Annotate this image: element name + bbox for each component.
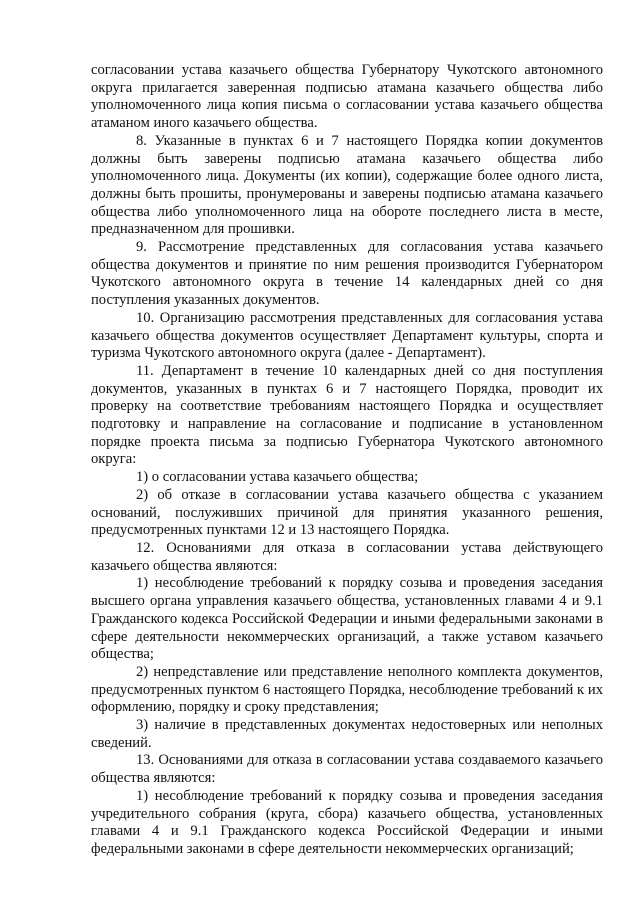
paragraph-item-12-sub-2: 2) непредставление или представление неполного комплекта документов, предусмотренных пунктом 6 настоящего Порядка, несоблюдение требований к их оформлению, порядку и сроку представления; bbox=[91, 663, 603, 716]
paragraph-item-13: 13. Основаниями для отказа в согласовании устава создаваемого казачьего общества являются: bbox=[91, 752, 603, 787]
paragraph-item-11-sub-2: 2) об отказе в согласовании устава казачьего общества с указанием оснований, послуживших причиной для принятия указанного решения, предусмотренных пунктами 12 и 13 настоящего Порядка. bbox=[91, 486, 603, 539]
paragraph-item-10: 10. Организацию рассмотрения представленных для согласования устава казачьего общества документов осуществляет Департамент культуры, спорта и туризма Чукотского автономного округа (далее - Департамент). bbox=[91, 309, 603, 362]
paragraph-item-12: 12. Основаниями для отказа в согласовании устава действующего казачьего общества являются: bbox=[91, 539, 603, 574]
paragraph-item-11: 11. Департамент в течение 10 календарных дней со дня поступления документов, указанных в пунктах 6 и 7 настоящего Порядка, проводит их проверку на соответствие требованиям настоящего Порядка и осуществляет подготовку и направление на согласование и подписание в установленном порядке проекта письма за подписью Губернатора Чукотского автономного округа: bbox=[91, 362, 603, 468]
document-page bbox=[91, 62, 603, 859]
paragraph-item-11-sub-1: 1) о согласовании устава казачьего общества; bbox=[136, 469, 419, 486]
paragraph-item-13-sub-1: 1) несоблюдение требований к порядку созыва и проведения заседания учредительного собрания (круга, сбора) казачьего общества, установленных главами 4 и 9.1 Гражданского кодекса Российской Федерации и иными федеральными законами в сфере деятельности некоммерческих организаций; bbox=[91, 787, 603, 857]
paragraph-approval-letter: согласовании устава казачьего общества Губернатору Чукотского автономного округа прилагается заверенная подписью атамана казачьего общества либо уполномоченного лица копия письма о согласовании устава казачьего общества атаманом иного казачьего общества. bbox=[91, 62, 603, 132]
paragraph-item-9: 9. Рассмотрение представленных для согласования устава казачьего общества документов и принятие по ним решения производится Губернатором Чукотского автономного округа в течение 14 календарных дней со дня поступления указанных документов. bbox=[91, 239, 603, 309]
paragraph-item-12-sub-3: 3) наличие в представленных документах недостоверных или неполных сведений. bbox=[91, 717, 603, 751]
paragraph-item-12-sub-1: 1) несоблюдение требований к порядку созыва и проведения заседания высшего органа управления казачьего общества, установленных главами 4 и 9.1 Гражданского кодекса Российской Федерации и иными федеральными законами в сфере деятельности некоммерческих организаций, а также уставом казачьего общества; bbox=[91, 575, 603, 663]
paragraph-item-8: 8. Указанные в пунктах 6 и 7 настоящего Порядка копии документов должны быть заверены подписью атамана казачьего общества либо уполномоченного лица. Документы (их копии), содержащие более одного листа, должны быть прошиты, пронумерованы и заверены подписью атамана казачьего общества либо уполномоченного лица на обороте последнего листа в месте, предназначенном для прошивки. bbox=[91, 132, 603, 238]
